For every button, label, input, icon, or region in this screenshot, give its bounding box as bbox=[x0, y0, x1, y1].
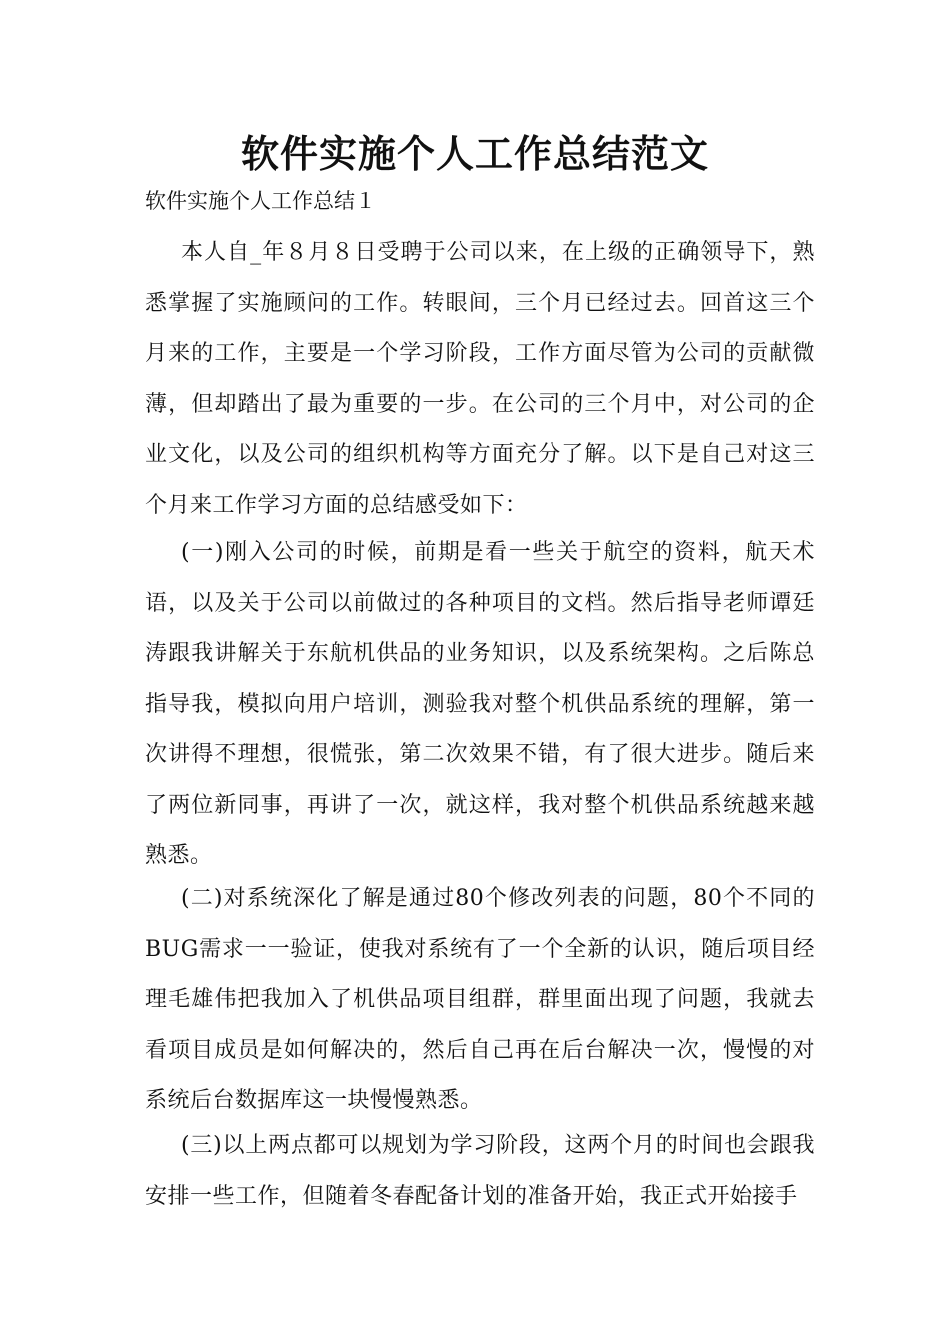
section-heading: 软件实施个人工作总结１ bbox=[145, 189, 376, 213]
paragraph-part-two: (二)对系统深化了解是通过80个修改列表的问题，80个不同的BUG需求一一验证，使我对系统有了一个全新的认识，随后项目经理毛雄伟把我加入了机供品项目组群，群里面出现了问题，我就去看项目成员是如何解决的，然后自己再在后台解决一次，慢慢的对系统后台数据库这一块慢慢熟悉。 bbox=[145, 886, 815, 1113]
paragraph-part-one: (一)刚入公司的时候，前期是看一些关于航空的资料，航天术语，以及关于公司以前做过的各种项目的文档。然后指导老师谭廷涛跟我讲解关于东航机供品的业务知识，以及系统架构。之后陈总指导我，模拟向用户培训，测验我对整个机供品系统的理解，第一次讲得不理想，很慌张，第二次效果不错，有了很大进步。随后来了两位新同事，再讲了一次，就这样，我对整个机供品系统越来越熟悉。 bbox=[145, 540, 815, 868]
paragraph-intro: 本人自_年８月８日受聘于公司以来，在上级的正确领导下，熟悉掌握了实施顾问的工作。转眼间，三个月已经过去。回首这三个月来的工作，主要是一个学习阶段，工作方面尽管为公司的贡献微薄，但却踏出了最为重要的一步。在公司的三个月中，对公司的企业文化，以及公司的组织机构等方面充分了解。以下是自己对这三个月来工作学习方面的总结感受如下： bbox=[145, 240, 815, 518]
paragraph-part-three: (三)以上两点都可以规划为学习阶段，这两个月的时间也会跟我安排一些工作，但随着冬春配备计划的准备开始，我正式开始接手 bbox=[145, 1133, 815, 1209]
document-title: 软件实施个人工作总结范文 bbox=[240, 132, 709, 176]
